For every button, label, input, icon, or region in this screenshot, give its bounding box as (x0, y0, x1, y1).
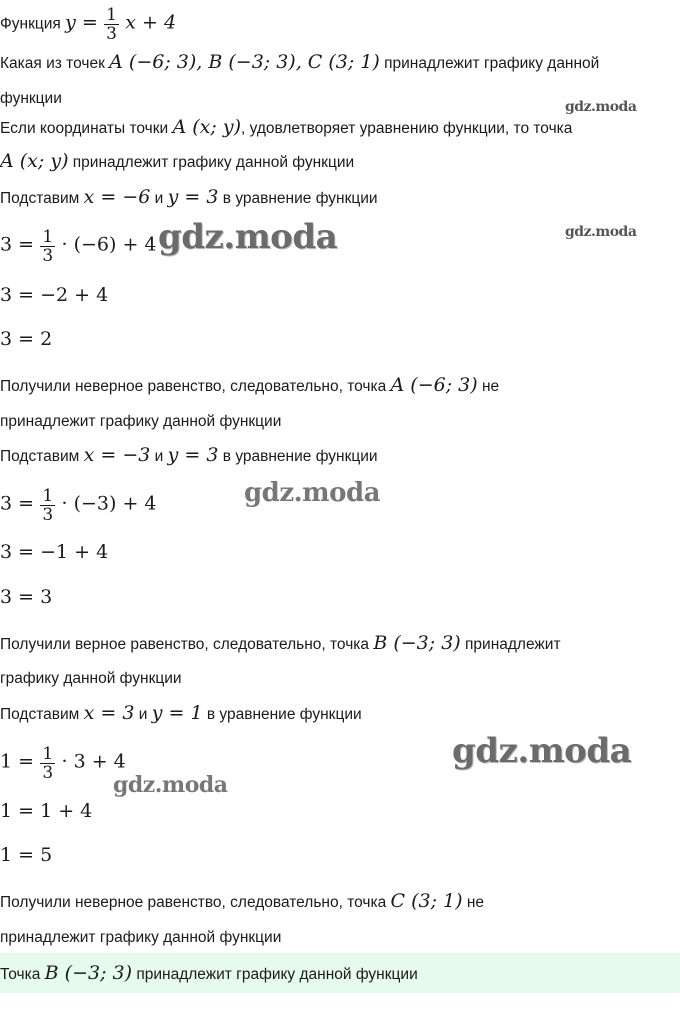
conclusion-b-line-1 (0, 631, 561, 657)
math: 1 = (0, 750, 35, 773)
math: B (−3; 3) (373, 632, 461, 654)
fraction-denominator: 3 (42, 505, 54, 525)
equation-b-3: 3 = 3 (0, 586, 53, 608)
equation-a-2: 3 = −2 + 4 (0, 284, 109, 306)
math: · (−3) + 4 (61, 492, 157, 515)
math: 3 = (0, 233, 35, 256)
text: не (477, 378, 500, 395)
math: y = (65, 11, 98, 34)
math: C (3; 1) (390, 890, 463, 912)
substitute-line-b (0, 443, 378, 469)
text: и (150, 448, 168, 465)
substitute-line-a (0, 185, 378, 211)
equation-b-1 (0, 487, 157, 524)
math: 3 = (0, 492, 35, 515)
math: x = −3 (83, 444, 151, 466)
math: x = −6 (83, 186, 151, 208)
text: Подставим (0, 706, 84, 723)
equation-b-2: 3 = −1 + 4 (0, 541, 109, 563)
fraction-numerator: 1 (42, 486, 54, 506)
text: Если координаты точки (0, 120, 173, 137)
text: Подставим (0, 190, 84, 207)
question-line-1 (0, 50, 599, 76)
text: и (150, 190, 168, 207)
text: Подставим (0, 448, 84, 465)
fraction (104, 6, 119, 43)
fraction (40, 745, 55, 782)
text: в уравнение функции (218, 190, 378, 207)
fraction-denominator: 3 (42, 763, 54, 783)
fraction-numerator: 1 (106, 5, 117, 25)
conclusion-c-line-2: принадлежит графику данной функции (0, 929, 282, 946)
equation-a-3: 3 = 2 (0, 328, 53, 350)
watermark: gdz.moda (244, 478, 381, 508)
math: A (x; y) (0, 150, 69, 172)
conclusion-b-line-2: графику данной функции (0, 670, 182, 687)
math: y = 1 (151, 702, 203, 724)
text: принадлежит графику данной (379, 55, 600, 72)
math: B (−3; 3) (44, 962, 133, 984)
text: Какая из точек (0, 55, 110, 72)
answer-text (0, 961, 418, 987)
math: · (−6) + 4 (61, 233, 157, 256)
equation-c-2: 1 = 1 + 4 (0, 800, 93, 822)
fraction-denominator: 3 (42, 246, 54, 266)
equation-c-1 (0, 745, 126, 782)
math: x = 3 (83, 702, 135, 724)
math: y = 3 (167, 186, 219, 208)
watermark: gdz.moda (158, 217, 338, 257)
text: принадлежит (460, 636, 561, 653)
math: x + 4 (125, 11, 177, 34)
fraction (40, 487, 55, 524)
text: принадлежит графику данной функции (132, 966, 418, 983)
math: A (x; y) (172, 116, 241, 138)
text: Получили неверное равенство, следовательно, точка (0, 894, 391, 911)
fraction-denominator: 3 (106, 24, 117, 44)
equation-c-3: 1 = 5 (0, 844, 53, 866)
text: Получили неверное равенство, следовательно, точка (0, 378, 391, 395)
conclusion-a-line-2: принадлежит графику данной функции (0, 413, 282, 430)
watermark: gdz.moda (452, 731, 632, 771)
text: Получили верное равенство, следовательно, точка (0, 636, 374, 653)
text: принадлежит графику данной функции (68, 154, 355, 171)
conclusion-c-line-1 (0, 889, 484, 915)
math: A (−6; 3) (390, 374, 478, 396)
text: , удовлетворяет уравнению функции, то точка (240, 120, 573, 137)
watermark: gdz.moda (565, 224, 637, 240)
fraction (40, 228, 55, 265)
text: Точка (0, 966, 45, 983)
watermark: gdz.moda (565, 99, 637, 115)
conclusion-a-line-1 (0, 373, 499, 399)
rule-line-2 (0, 149, 354, 175)
substitute-line-c (0, 701, 362, 727)
function-definition (0, 6, 176, 43)
equation-a-1 (0, 228, 157, 265)
text: в уравнение функции (202, 706, 362, 723)
fraction-numerator: 1 (42, 227, 54, 247)
rule-line-1 (0, 115, 572, 141)
label-text: Функция (0, 15, 61, 33)
fraction-numerator: 1 (42, 744, 54, 764)
question-line-2: функции (0, 90, 62, 107)
math: y = 3 (167, 444, 219, 466)
math-points: A (−6; 3), B (−3; 3), C (3; 1) (109, 51, 380, 73)
watermark: gdz.moda (113, 772, 228, 798)
text: и (134, 706, 152, 723)
text: в уравнение функции (218, 448, 378, 465)
math: · 3 + 4 (61, 750, 126, 773)
text: не (462, 894, 485, 911)
